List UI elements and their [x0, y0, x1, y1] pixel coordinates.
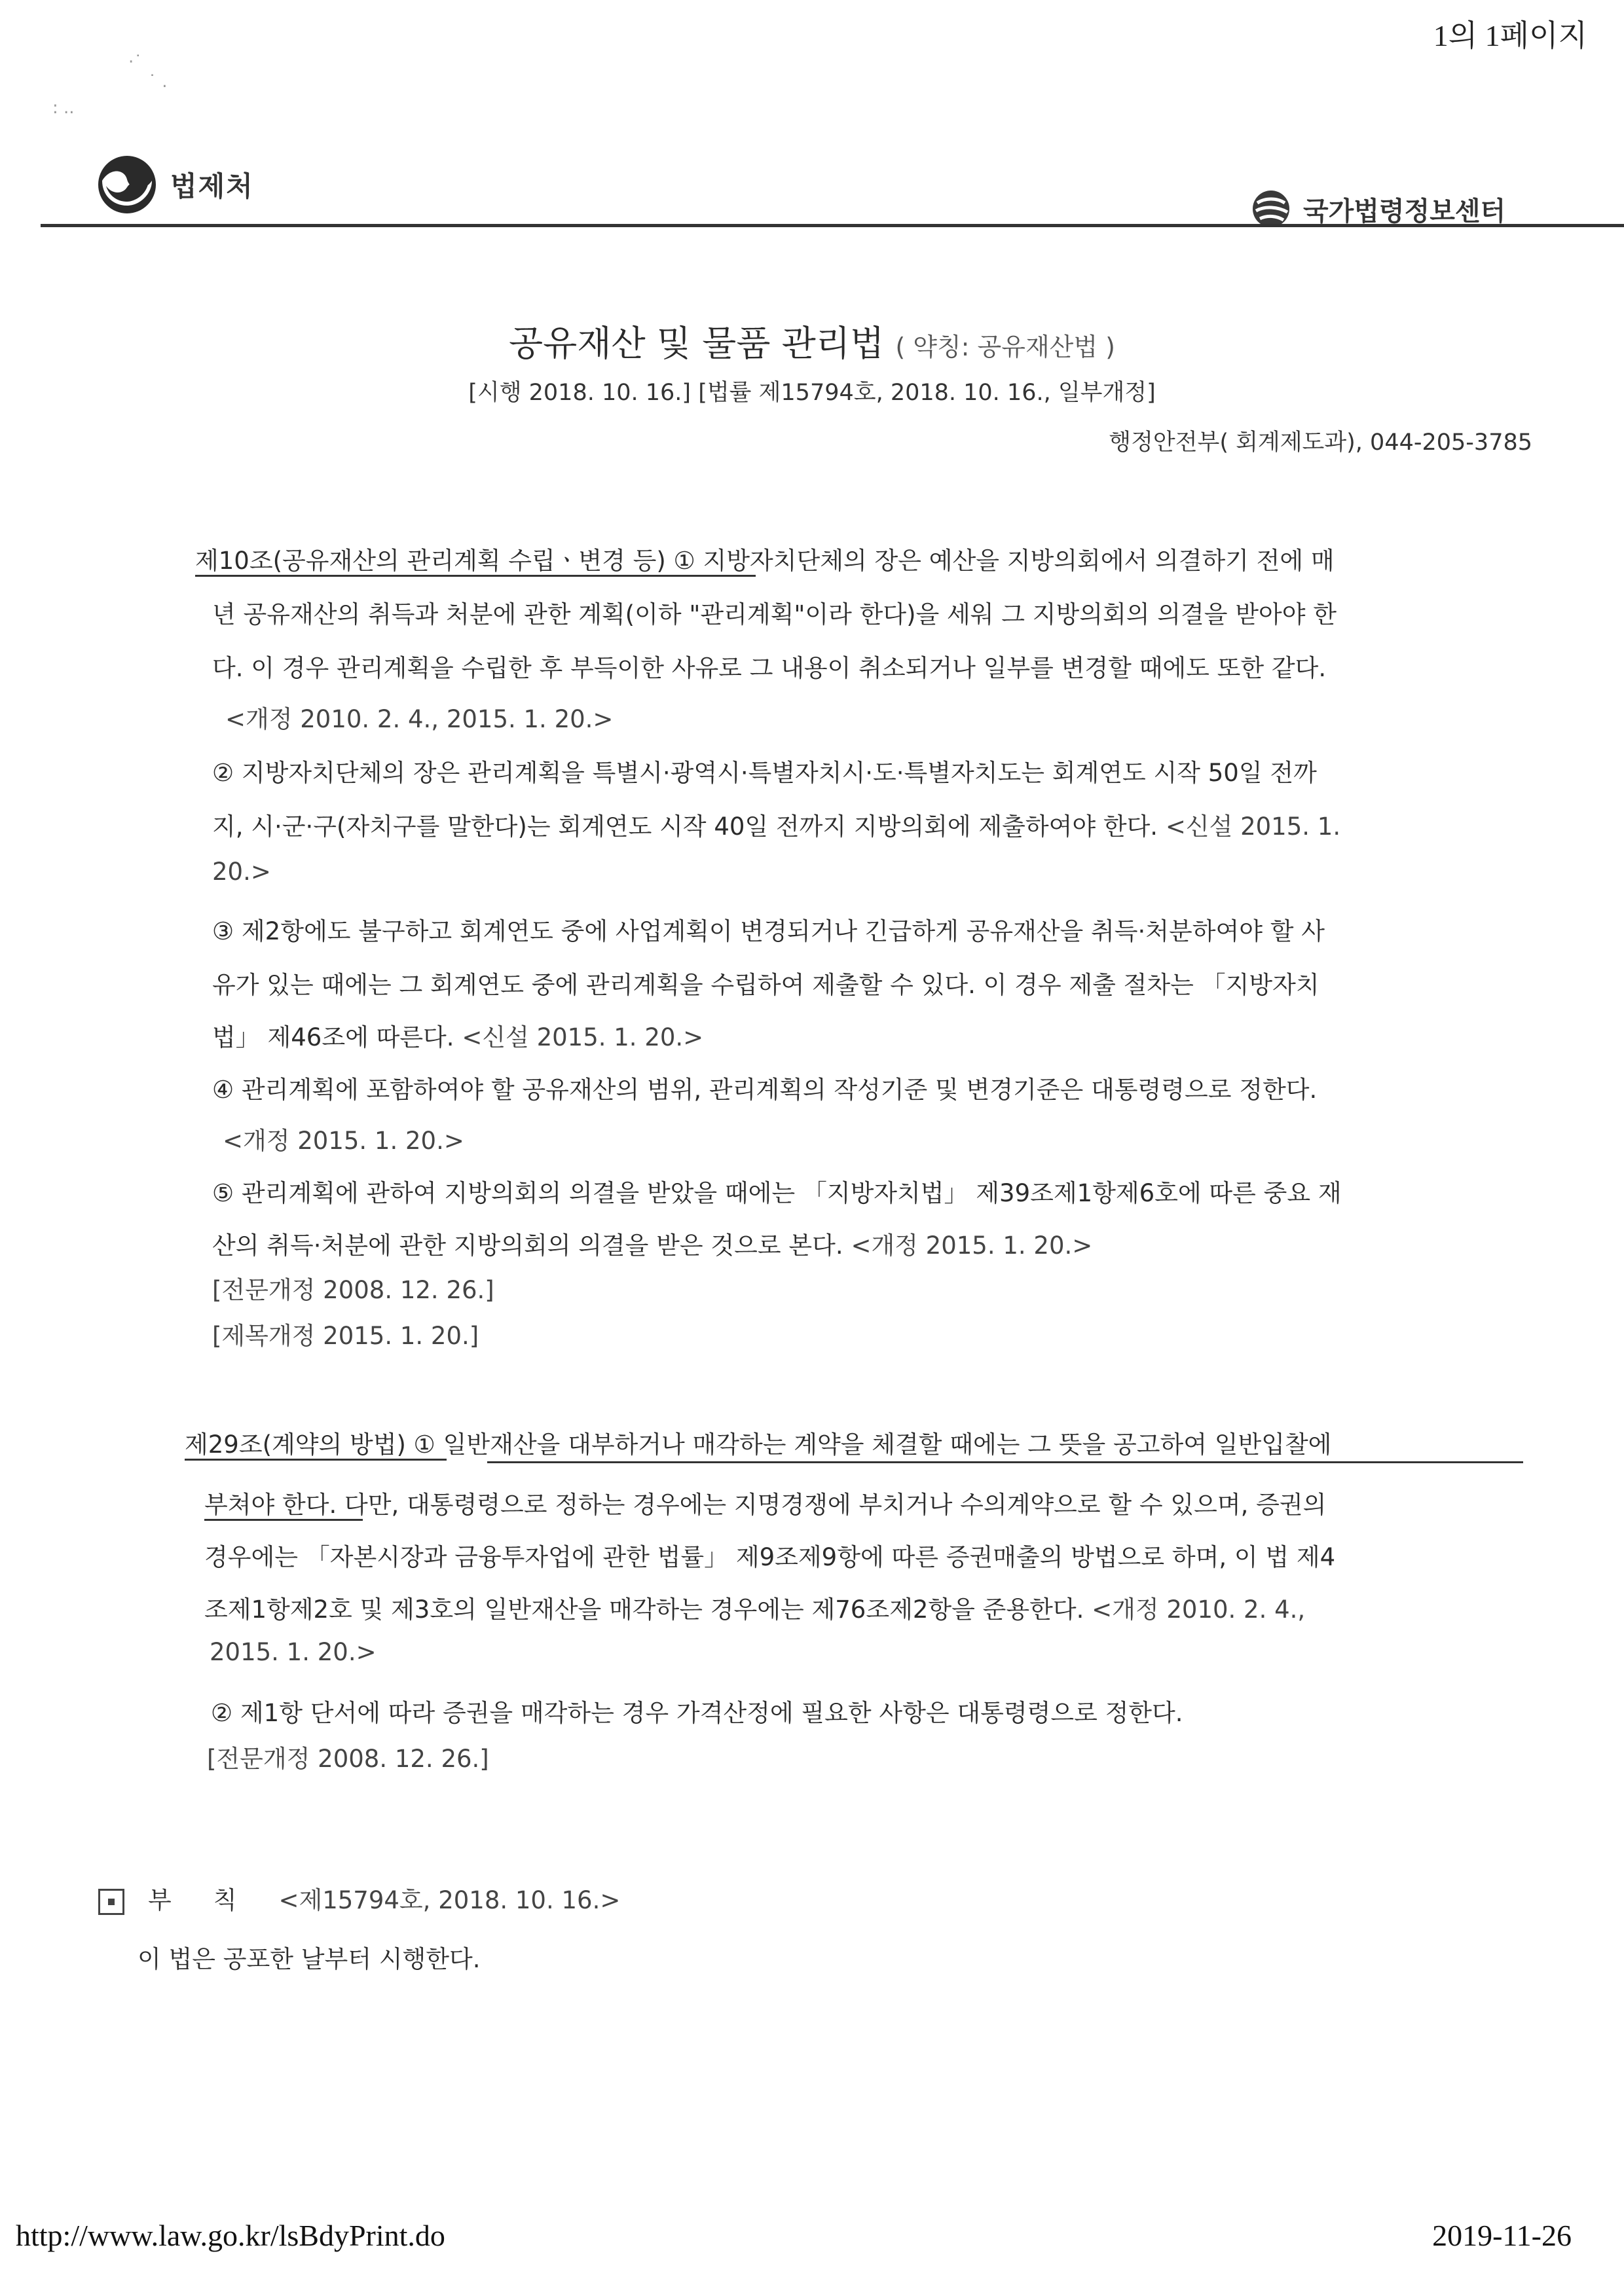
- article-10-line-1: [195, 541, 1335, 576]
- header-divider: [41, 224, 1624, 227]
- footer-url: http://www.law.go.kr/lsBdyPrint.do: [16, 2219, 445, 2252]
- article-10-p2-amendment: <신설 2015. 1.: [1165, 812, 1341, 841]
- moleg-logo-label: 법제처: [170, 170, 254, 202]
- article-10-p4-line-1: ④ 관리계획에 포함하여야 할 공유재산의 범위, 관리계획의 작성기준 및 변경기준은 대통령령으로 정한다.: [212, 1076, 1318, 1104]
- footer-print-date: 2019-11-26: [1432, 2219, 1572, 2252]
- article-10-p4-amendment: <개정 2015. 1. 20.>: [223, 1127, 464, 1155]
- law-name: 공유재산 및 물품 관리법: [509, 323, 885, 364]
- taegeuk-logo-icon: [97, 155, 157, 215]
- article-10-p3-line-2: 유가 있는 때에는 그 회계연도 중에 관리계획을 수립하여 제출할 수 있다. 이 경우 제출 절차는 「지방자치: [212, 971, 1320, 999]
- responsible-department: 행정안전부( 회계제도과), 044-205-3785: [1109, 429, 1532, 456]
- scan-speck-2: ˙ .: [148, 72, 168, 92]
- addendum-bullet-icon: [98, 1889, 124, 1915]
- article-10-p3-text: 법」 제46조에 따른다.: [212, 1023, 454, 1051]
- scan-speck-1: ·˙: [128, 52, 143, 72]
- article-10-p3-line-1: ③ 제2항에도 불구하고 회계연도 중에 사업계획이 변경되거나 긴급하게 공유재산을 취득·처분하여야 할 사: [212, 917, 1325, 945]
- moleg-logo: [97, 155, 254, 215]
- scan-speck-3: : ..: [52, 98, 75, 118]
- article-29-p1-amendment-cont: 2015. 1. 20.>: [210, 1638, 377, 1666]
- article-29-p1-proviso: 다만, 대통령령으로 정하는 경우에는 지명경쟁에 부치거나 수의계약으로 할 수 있으며, 증권의: [337, 1491, 1327, 1519]
- article-10-p1-text: ① 지방자치단체의 장은 예산을 지방의회에서 의결하기 전에 매: [673, 547, 1335, 575]
- article-10-p2-text: 지, 시·군·구(자치구를 말한다)는 회계연도 시작 40일 전까지 지방의회에 제출하여야 한다.: [212, 812, 1158, 841]
- article-29-p1-line-2-underline: [204, 1519, 363, 1521]
- article-29-p1-line-2: [204, 1485, 1326, 1520]
- law-short-name: ( 약칭: 공유재산법 ): [895, 333, 1115, 361]
- article-10-p1-line-3: 다. 이 경우 관리계획을 수립한 후 부득이한 사유로 그 내용이 취소되거나 일부를 변경할 때에도 또한 같다.: [212, 654, 1327, 682]
- article-10-p3-amendment: <신설 2015. 1. 20.>: [462, 1023, 704, 1051]
- document-title: [0, 316, 1624, 366]
- article-29-heading-underline: [185, 1459, 447, 1461]
- article-29-p1-line-3: 경우에는 「자본시장과 금융투자업에 관한 법률」 제9조제9항에 따른 증권매출의 방법으로 하며, 이 법 제4: [204, 1543, 1336, 1571]
- article-10-p3-line-3: [212, 1017, 703, 1053]
- article-10-p5-text: 산의 취득·처분에 관한 지방의회의 의결을 받은 것으로 본다.: [212, 1231, 843, 1260]
- article-10-p1-amendment: <개정 2010. 2. 4., 2015. 1. 20.>: [225, 705, 614, 733]
- law-info-center-logo: [1251, 189, 1505, 229]
- article-29-p1-line-4: [204, 1590, 1305, 1625]
- article-10-title-revision-note: [제목개정 2015. 1. 20.]: [212, 1322, 479, 1350]
- addendum-text: 이 법은 공포한 날부터 시행한다.: [138, 1945, 481, 1973]
- article-10-p5-line-1: ⑤ 관리계획에 관하여 지방의회의 의결을 받았을 때에는 「지방자치법」 제39조제1항제6호에 따른 중요 재: [212, 1179, 1342, 1207]
- page-counter: 1의 1페이지: [1433, 19, 1587, 52]
- article-29-p2: ② 제1항 단서에 따라 증권을 매각하는 경우 가격산정에 필요한 사항은 대통령령으로 정한다.: [211, 1699, 1183, 1727]
- addendum-label: 부칙: [148, 1886, 279, 1914]
- article-29-line-1: [185, 1425, 1331, 1460]
- article-29-p1-amendment: <개정 2010. 2. 4.,: [1092, 1595, 1306, 1624]
- law-info-center-label: 국가법령정보센터: [1303, 196, 1506, 227]
- article-10-heading-underline: [195, 575, 756, 577]
- article-10-p2-line-1: ② 지방자치단체의 장은 관리계획을 특별시·광역시·특별자치시·도·특별자치도는 회계연도 시작 50일 전까: [212, 759, 1317, 787]
- addendum-reference: <제15794호, 2018. 10. 16.>: [278, 1886, 621, 1914]
- article-10-p2-line-2: [212, 807, 1340, 842]
- article-29-heading: 제29조(계약의 방법): [185, 1430, 406, 1459]
- article-29-text-underline: [487, 1461, 1523, 1463]
- addendum-heading: [98, 1880, 620, 1916]
- article-10-p2-amendment-cont: 20.>: [212, 858, 271, 886]
- globe-logo-icon: [1251, 189, 1291, 229]
- article-29-p1-underlined-text: 부쳐야 한다.: [204, 1491, 337, 1519]
- article-29-p1-text-4: 조제1항제2호 및 제3호의 일반재산을 매각하는 경우에는 제76조제2항을 준용한다.: [204, 1595, 1084, 1624]
- article-10-full-revision-note: [전문개정 2008. 12. 26.]: [212, 1276, 494, 1304]
- enforcement-info: [시행 2018. 10. 16.] [법률 제15794호, 2018. 10. 16., 일부개정]: [468, 380, 1156, 406]
- article-10-p5-line-2: [212, 1226, 1092, 1261]
- article-29-p1-text: ① 일반재산을 대부하거나 매각하는 계약을 체결할 때에는 그 뜻을 공고하여 일반입찰에: [413, 1430, 1332, 1459]
- article-10-p1-line-2: 년 공유재산의 취득과 처분에 관한 계획(이하 "관리계획"이라 한다)을 세워 그 지방의회의 의결을 받아야 한: [212, 600, 1337, 629]
- article-10-p5-amendment: <개정 2015. 1. 20.>: [851, 1231, 1093, 1260]
- article-10-heading: 제10조(공유재산의 관리계획 수립ㆍ변경 등): [195, 547, 666, 575]
- article-29-full-revision-note: [전문개정 2008. 12. 26.]: [207, 1745, 489, 1773]
